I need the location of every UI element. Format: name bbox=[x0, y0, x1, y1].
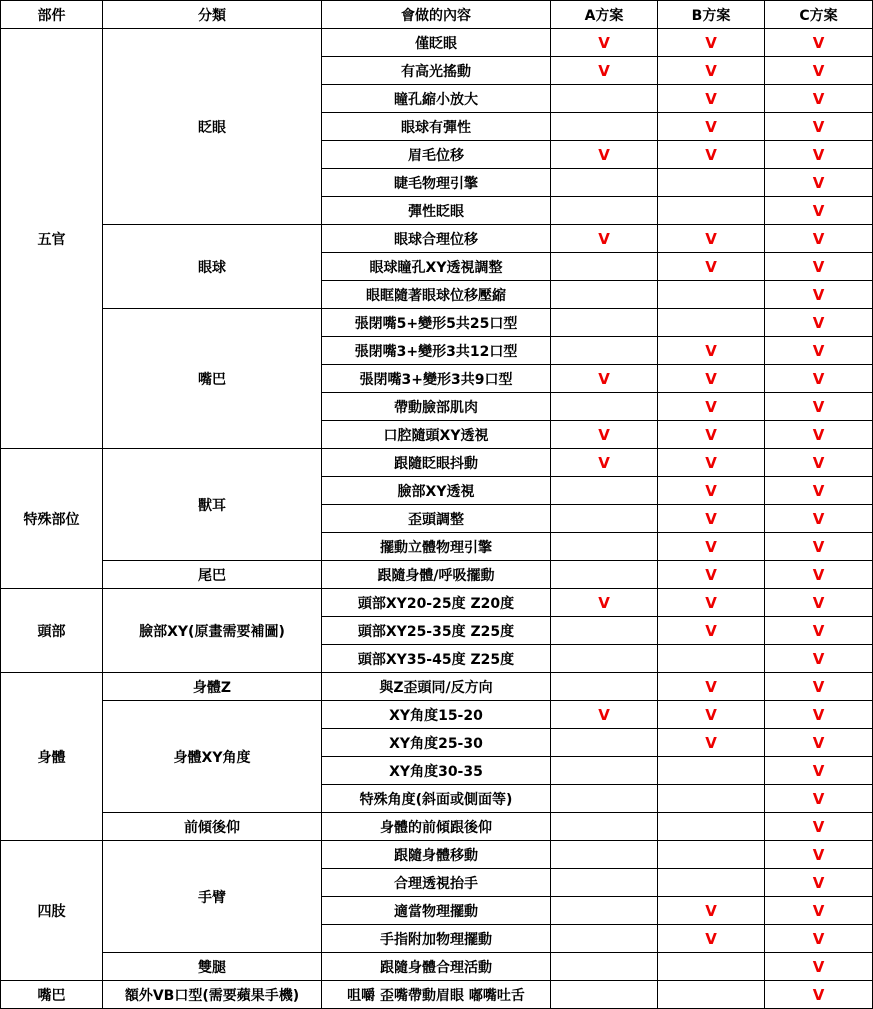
plan-b-cell bbox=[658, 281, 765, 309]
plan-c-cell bbox=[765, 197, 873, 225]
content-cell: 眼球有彈性 bbox=[322, 113, 551, 141]
plan-c-cell bbox=[765, 617, 873, 645]
plan-c-cell bbox=[765, 505, 873, 533]
plan-c-cell bbox=[765, 85, 873, 113]
plan-b-cell bbox=[658, 337, 765, 365]
category-cell: 眨眼 bbox=[103, 29, 322, 225]
plan-a-cell bbox=[551, 309, 658, 337]
content-cell: 咀嚼 歪嘴帶動眉眼 嘟嘴吐舌 bbox=[322, 981, 551, 1009]
plan-a-cell bbox=[551, 673, 658, 701]
check-mark: V bbox=[812, 369, 825, 388]
check-mark: V bbox=[705, 341, 717, 360]
content-cell: 合理透視抬手 bbox=[322, 869, 551, 897]
table-row bbox=[1, 309, 873, 337]
content-cell: 跟隨身體合理活動 bbox=[322, 953, 551, 981]
plan-c-cell bbox=[765, 673, 873, 701]
content-cell: 身體的前傾跟後仰 bbox=[322, 813, 551, 841]
check-mark: V bbox=[812, 845, 825, 864]
check-mark: V bbox=[598, 425, 610, 444]
plan-a-cell bbox=[551, 617, 658, 645]
plan-c-cell bbox=[765, 309, 873, 337]
plan-c-cell bbox=[765, 169, 873, 197]
plan-b-cell bbox=[658, 393, 765, 421]
plan-c-cell bbox=[765, 533, 873, 561]
category-cell: 額外VB口型(需要蘋果手機) bbox=[103, 981, 322, 1009]
plan-b-cell bbox=[658, 729, 765, 757]
table-row bbox=[1, 841, 873, 869]
check-mark: V bbox=[812, 285, 825, 304]
check-mark: V bbox=[812, 453, 825, 472]
plan-b-cell bbox=[658, 785, 765, 813]
plan-b-cell bbox=[658, 225, 765, 253]
category-cell: 身體Z bbox=[103, 673, 322, 701]
content-cell: 有高光搖動 bbox=[322, 57, 551, 85]
plan-a-cell bbox=[551, 449, 658, 477]
table-body bbox=[1, 29, 873, 1009]
plan-b-cell bbox=[658, 141, 765, 169]
content-cell: 眼球瞳孔XY透視調整 bbox=[322, 253, 551, 281]
content-cell: 跟隨眨眼抖動 bbox=[322, 449, 551, 477]
check-mark: V bbox=[812, 229, 825, 248]
content-cell: 與Z歪頭同/反方向 bbox=[322, 673, 551, 701]
header-category: 分類 bbox=[103, 1, 322, 29]
plan-b-cell bbox=[658, 505, 765, 533]
plan-c-cell bbox=[765, 561, 873, 589]
part-cell: 身體 bbox=[1, 673, 103, 841]
plan-a-cell bbox=[551, 897, 658, 925]
content-cell: 頭部XY20-25度 Z20度 bbox=[322, 589, 551, 617]
content-cell: 擺動立體物理引擎 bbox=[322, 533, 551, 561]
plan-b-cell bbox=[658, 757, 765, 785]
plan-c-cell bbox=[765, 113, 873, 141]
check-mark: V bbox=[598, 453, 610, 472]
plan-b-cell bbox=[658, 85, 765, 113]
check-mark: V bbox=[705, 733, 717, 752]
check-mark: V bbox=[598, 369, 610, 388]
plan-c-cell bbox=[765, 953, 873, 981]
plan-b-cell bbox=[658, 421, 765, 449]
header-plan-a: A方案 bbox=[551, 1, 658, 29]
check-mark: V bbox=[812, 341, 825, 360]
check-mark: V bbox=[705, 537, 717, 556]
check-mark: V bbox=[705, 33, 717, 52]
content-cell: 頭部XY25-35度 Z25度 bbox=[322, 617, 551, 645]
content-cell: 歪頭調整 bbox=[322, 505, 551, 533]
check-mark: V bbox=[812, 957, 825, 976]
check-mark: V bbox=[812, 61, 825, 80]
category-cell: 前傾後仰 bbox=[103, 813, 322, 841]
plan-a-cell bbox=[551, 533, 658, 561]
part-cell: 五官 bbox=[1, 29, 103, 449]
plan-b-cell bbox=[658, 365, 765, 393]
check-mark: V bbox=[812, 761, 825, 780]
content-cell: 睫毛物理引擎 bbox=[322, 169, 551, 197]
check-mark: V bbox=[705, 229, 717, 248]
content-cell: 口腔隨頭XY透視 bbox=[322, 421, 551, 449]
plan-c-cell bbox=[765, 477, 873, 505]
part-cell: 特殊部位 bbox=[1, 449, 103, 589]
plan-a-cell bbox=[551, 477, 658, 505]
content-cell: XY角度25-30 bbox=[322, 729, 551, 757]
plan-a-cell bbox=[551, 337, 658, 365]
plan-b-cell bbox=[658, 617, 765, 645]
plan-c-cell bbox=[765, 141, 873, 169]
plan-b-cell bbox=[658, 925, 765, 953]
table-row bbox=[1, 449, 873, 477]
plan-a-cell bbox=[551, 169, 658, 197]
check-mark: V bbox=[705, 397, 717, 416]
category-cell: 手臂 bbox=[103, 841, 322, 953]
plan-a-cell bbox=[551, 981, 658, 1009]
table-row bbox=[1, 561, 873, 589]
check-mark: V bbox=[812, 117, 825, 136]
check-mark: V bbox=[705, 677, 717, 696]
plan-c-cell bbox=[765, 869, 873, 897]
content-cell: 眼球合理位移 bbox=[322, 225, 551, 253]
category-cell: 嘴巴 bbox=[103, 309, 322, 449]
content-cell: XY角度15-20 bbox=[322, 701, 551, 729]
check-mark: V bbox=[812, 621, 825, 640]
content-cell: 手指附加物理擺動 bbox=[322, 925, 551, 953]
plan-a-cell bbox=[551, 505, 658, 533]
header-plan-c: C方案 bbox=[765, 1, 873, 29]
plan-a-cell bbox=[551, 29, 658, 57]
plan-c-cell bbox=[765, 393, 873, 421]
content-cell: 適當物理擺動 bbox=[322, 897, 551, 925]
plan-c-cell bbox=[765, 981, 873, 1009]
plan-c-cell bbox=[765, 29, 873, 57]
content-cell: 彈性眨眼 bbox=[322, 197, 551, 225]
plan-a-cell bbox=[551, 253, 658, 281]
content-cell: 帶動臉部肌肉 bbox=[322, 393, 551, 421]
check-mark: V bbox=[812, 929, 825, 948]
header-content: 會做的內容 bbox=[322, 1, 551, 29]
category-cell: 臉部XY(原畫需要補圖) bbox=[103, 589, 322, 673]
table-row bbox=[1, 225, 873, 253]
check-mark: V bbox=[812, 649, 825, 668]
check-mark: V bbox=[705, 509, 717, 528]
check-mark: V bbox=[705, 61, 717, 80]
plan-a-cell bbox=[551, 757, 658, 785]
table-row bbox=[1, 701, 873, 729]
check-mark: V bbox=[705, 89, 717, 108]
check-mark: V bbox=[598, 593, 610, 612]
content-cell: XY角度30-35 bbox=[322, 757, 551, 785]
category-cell: 眼球 bbox=[103, 225, 322, 309]
content-cell: 跟隨身體移動 bbox=[322, 841, 551, 869]
plan-b-cell bbox=[658, 477, 765, 505]
plan-a-cell bbox=[551, 869, 658, 897]
plan-a-cell bbox=[551, 281, 658, 309]
check-mark: V bbox=[705, 369, 717, 388]
check-mark: V bbox=[705, 145, 717, 164]
plan-a-cell bbox=[551, 813, 658, 841]
plan-b-cell bbox=[658, 953, 765, 981]
category-cell: 尾巴 bbox=[103, 561, 322, 589]
plan-c-cell bbox=[765, 757, 873, 785]
part-cell: 頭部 bbox=[1, 589, 103, 673]
check-mark: V bbox=[812, 425, 825, 444]
plan-c-cell bbox=[765, 813, 873, 841]
table-row bbox=[1, 813, 873, 841]
check-mark: V bbox=[812, 565, 825, 584]
check-mark: V bbox=[705, 117, 717, 136]
check-mark: V bbox=[812, 509, 825, 528]
table-row bbox=[1, 29, 873, 57]
plan-b-cell bbox=[658, 813, 765, 841]
plan-c-cell bbox=[765, 253, 873, 281]
check-mark: V bbox=[812, 817, 825, 836]
check-mark: V bbox=[705, 453, 717, 472]
check-mark: V bbox=[705, 565, 717, 584]
content-cell: 僅眨眼 bbox=[322, 29, 551, 57]
check-mark: V bbox=[812, 537, 825, 556]
plan-b-cell bbox=[658, 449, 765, 477]
plan-c-cell bbox=[765, 589, 873, 617]
plan-c-cell bbox=[765, 729, 873, 757]
check-mark: V bbox=[812, 397, 825, 416]
table-row bbox=[1, 953, 873, 981]
content-cell: 張閉嘴5+變形5共25口型 bbox=[322, 309, 551, 337]
part-cell: 四肢 bbox=[1, 841, 103, 981]
check-mark: V bbox=[705, 257, 717, 276]
check-mark: V bbox=[812, 593, 825, 612]
plan-b-cell bbox=[658, 113, 765, 141]
check-mark: V bbox=[598, 705, 610, 724]
content-cell: 眼眶隨著眼球位移壓縮 bbox=[322, 281, 551, 309]
plan-a-cell bbox=[551, 925, 658, 953]
plan-c-cell bbox=[765, 421, 873, 449]
plan-a-cell bbox=[551, 701, 658, 729]
plan-c-cell bbox=[765, 645, 873, 673]
plan-b-cell bbox=[658, 869, 765, 897]
plan-a-cell bbox=[551, 393, 658, 421]
content-cell: 張閉嘴3+變形3共9口型 bbox=[322, 365, 551, 393]
plan-b-cell bbox=[658, 841, 765, 869]
plan-b-cell bbox=[658, 57, 765, 85]
plan-c-cell bbox=[765, 365, 873, 393]
plan-b-cell bbox=[658, 981, 765, 1009]
plan-a-cell bbox=[551, 57, 658, 85]
table-row bbox=[1, 673, 873, 701]
plan-a-cell bbox=[551, 365, 658, 393]
plan-a-cell bbox=[551, 141, 658, 169]
content-cell: 眉毛位移 bbox=[322, 141, 551, 169]
plan-b-cell bbox=[658, 253, 765, 281]
check-mark: V bbox=[812, 789, 825, 808]
check-mark: V bbox=[812, 145, 825, 164]
category-cell: 雙腿 bbox=[103, 953, 322, 981]
content-cell: 特殊角度(斜面或側面等) bbox=[322, 785, 551, 813]
check-mark: V bbox=[812, 901, 825, 920]
plan-c-cell bbox=[765, 925, 873, 953]
category-cell: 身體XY角度 bbox=[103, 701, 322, 813]
check-mark: V bbox=[705, 593, 717, 612]
part-cell: 嘴巴 bbox=[1, 981, 103, 1009]
plan-c-cell bbox=[765, 449, 873, 477]
plan-b-cell bbox=[658, 645, 765, 673]
check-mark: V bbox=[812, 201, 825, 220]
content-cell: 跟隨身體/呼吸擺動 bbox=[322, 561, 551, 589]
plan-a-cell bbox=[551, 589, 658, 617]
check-mark: V bbox=[705, 425, 717, 444]
plan-c-cell bbox=[765, 57, 873, 85]
plan-b-cell bbox=[658, 673, 765, 701]
plan-c-cell bbox=[765, 897, 873, 925]
check-mark: V bbox=[812, 89, 825, 108]
table-row bbox=[1, 589, 873, 617]
plan-c-cell bbox=[765, 225, 873, 253]
plan-b-cell bbox=[658, 561, 765, 589]
content-cell: 瞳孔縮小放大 bbox=[322, 85, 551, 113]
plan-b-cell bbox=[658, 897, 765, 925]
plan-a-cell bbox=[551, 841, 658, 869]
check-mark: V bbox=[598, 61, 610, 80]
check-mark: V bbox=[812, 313, 825, 332]
check-mark: V bbox=[812, 677, 825, 696]
check-mark: V bbox=[705, 929, 717, 948]
category-cell: 獸耳 bbox=[103, 449, 322, 561]
plan-a-cell bbox=[551, 561, 658, 589]
header-part: 部件 bbox=[1, 1, 103, 29]
check-mark: V bbox=[812, 257, 825, 276]
plan-b-cell bbox=[658, 533, 765, 561]
check-mark: V bbox=[812, 705, 825, 724]
plan-b-cell bbox=[658, 29, 765, 57]
check-mark: V bbox=[812, 733, 825, 752]
plan-c-cell bbox=[765, 281, 873, 309]
plan-b-cell bbox=[658, 309, 765, 337]
check-mark: V bbox=[812, 173, 825, 192]
plan-b-cell bbox=[658, 701, 765, 729]
plan-a-cell bbox=[551, 729, 658, 757]
plan-b-cell bbox=[658, 169, 765, 197]
plan-c-cell bbox=[765, 841, 873, 869]
plan-a-cell bbox=[551, 85, 658, 113]
plan-a-cell bbox=[551, 785, 658, 813]
plan-a-cell bbox=[551, 953, 658, 981]
check-mark: V bbox=[705, 705, 717, 724]
check-mark: V bbox=[812, 873, 825, 892]
check-mark: V bbox=[598, 229, 610, 248]
plan-a-cell bbox=[551, 225, 658, 253]
check-mark: V bbox=[598, 33, 610, 52]
plan-b-cell bbox=[658, 589, 765, 617]
plan-a-cell bbox=[551, 421, 658, 449]
content-cell: 張閉嘴3+變形3共12口型 bbox=[322, 337, 551, 365]
header-row bbox=[1, 1, 873, 29]
plan-a-cell bbox=[551, 645, 658, 673]
check-mark: V bbox=[812, 33, 825, 52]
content-cell: 頭部XY35-45度 Z25度 bbox=[322, 645, 551, 673]
plan-c-cell bbox=[765, 785, 873, 813]
check-mark: V bbox=[705, 901, 717, 920]
plan-b-cell bbox=[658, 197, 765, 225]
check-mark: V bbox=[812, 481, 825, 500]
check-mark: V bbox=[812, 985, 825, 1004]
check-mark: V bbox=[705, 621, 717, 640]
content-cell: 臉部XY透視 bbox=[322, 477, 551, 505]
check-mark: V bbox=[705, 481, 717, 500]
plan-a-cell bbox=[551, 197, 658, 225]
plan-a-cell bbox=[551, 113, 658, 141]
header-plan-b: B方案 bbox=[658, 1, 765, 29]
plan-c-cell bbox=[765, 337, 873, 365]
plan-c-cell bbox=[765, 701, 873, 729]
check-mark: V bbox=[598, 145, 610, 164]
table-row bbox=[1, 981, 873, 1009]
